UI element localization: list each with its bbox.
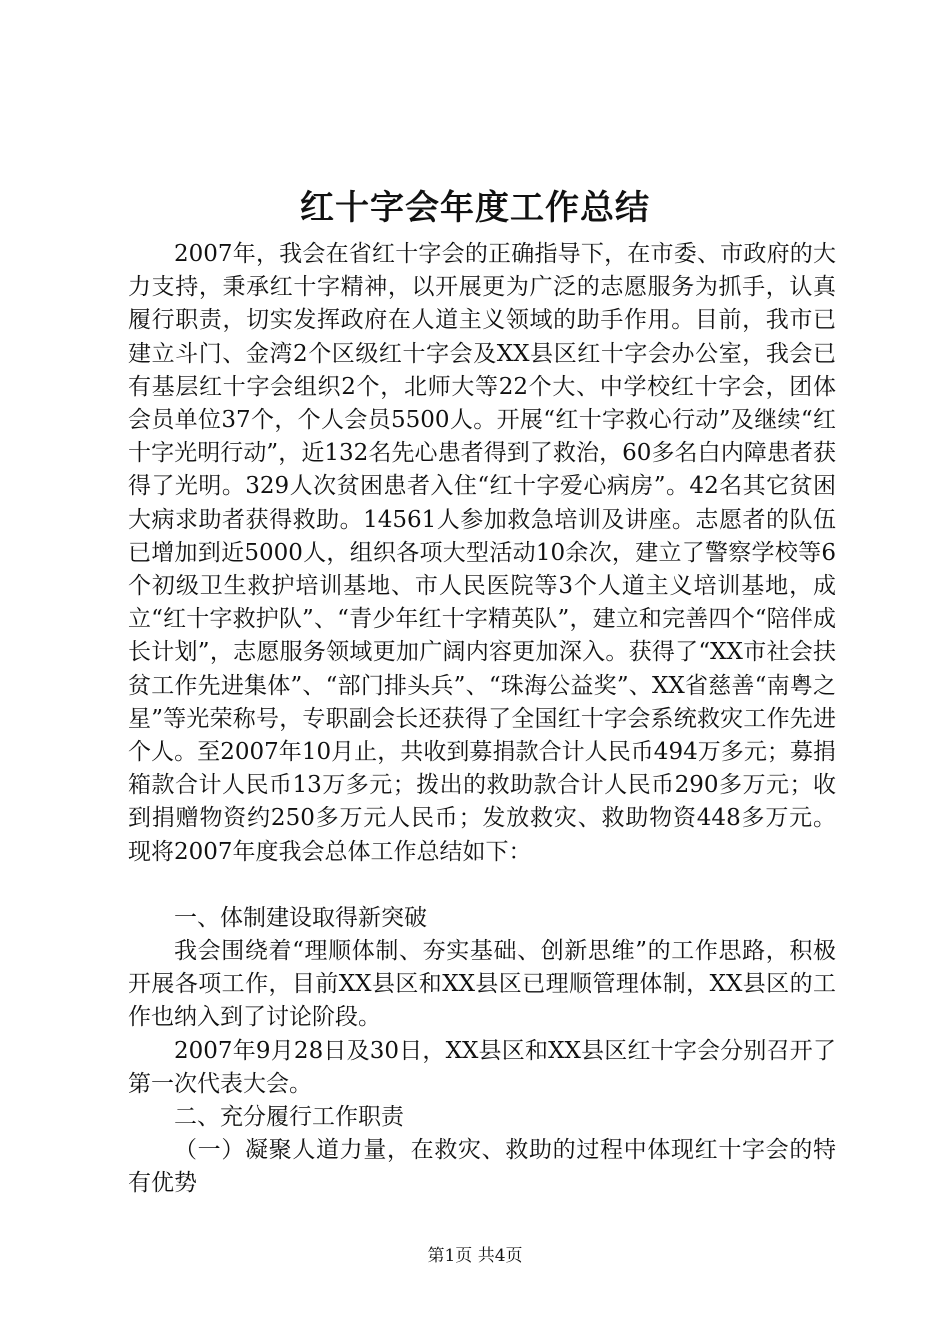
paragraph-congress: 2007年9月28日及30日，XX县区和XX县区红十字会分别召开了第一次代表大会。 [128,1037,836,1097]
document-body [128,238,836,1201]
paragraph-system-reform: 我会围绕着“理顺体制、夯实基础、创新思维”的工作思路，积极开展各项工作，目前XX县区和XX县区已理顺管理体制，XX县区的工作也纳入到了讨论阶段。 [128,938,836,1031]
subsection-heading-1: （一）凝聚人道力量，在救灾、救助的过程中体现红十字会的特有优势 [128,1137,836,1197]
section-heading-2: 二、充分履行工作职责 [174,1104,404,1131]
paragraph-intro: 2007年，我会在省红十字会的正确指导下，在市委、市政府的大力支持，秉承红十字精神，以开展更为广泛的志愿服务为抓手，认真履行职责，切实发挥政府在人道主义领域的助手作用。目前，我市已建立斗门、金湾2个区级红十字会及XX县区红十字会办公室，我会已有基层红十字会组织2个，北师大等22个大、中学校红十字会，团体会员单位37个，个人会员5500人。开展“红十字救心行动”及继续“红十字光明行动”，近132名先心患者得到了救治，60多名白内障患者获得了光明。329人次贫困患者入住“红十字爱心病房”。42名其它贫困大病求助者获得救助。14561人参加救急培训及讲座。志愿者的队伍已增加到近5000人，组织各项大型活动10余次，建立了警察学校等6个初级卫生救护培训基地、市人民医院等3个人道主义培训基地，成立“红十字救护队”、“青少年红十字精英队”，建立和完善四个“陪伴成长计划”，志愿服务领域更加广阔内容更加深入。获得了“XX市社会扶贫工作先进集体”、“部门排头兵”、“珠海公益奖”、XX省慈善“南粤之星”等光荣称号，专职副会长还获得了全国红十字会系统救灾工作先进个人。至2007年10月止，共收到募捐款合计人民币494万多元；募捐箱款合计人民币13万多元；拨出的救助款合计人民币290多万元；收到捐赠物资约250多万元人民币；发放救灾、救助物资448多万元。现将2007年度我会总体工作总结如下： [128,241,836,865]
page-footer: 第1页 共4页 [427,1246,523,1266]
paragraph-gap [128,869,836,902]
section-heading-1: 一、体制建设取得新突破 [174,904,427,931]
document-title: 红十字会年度工作总结 [300,188,650,228]
